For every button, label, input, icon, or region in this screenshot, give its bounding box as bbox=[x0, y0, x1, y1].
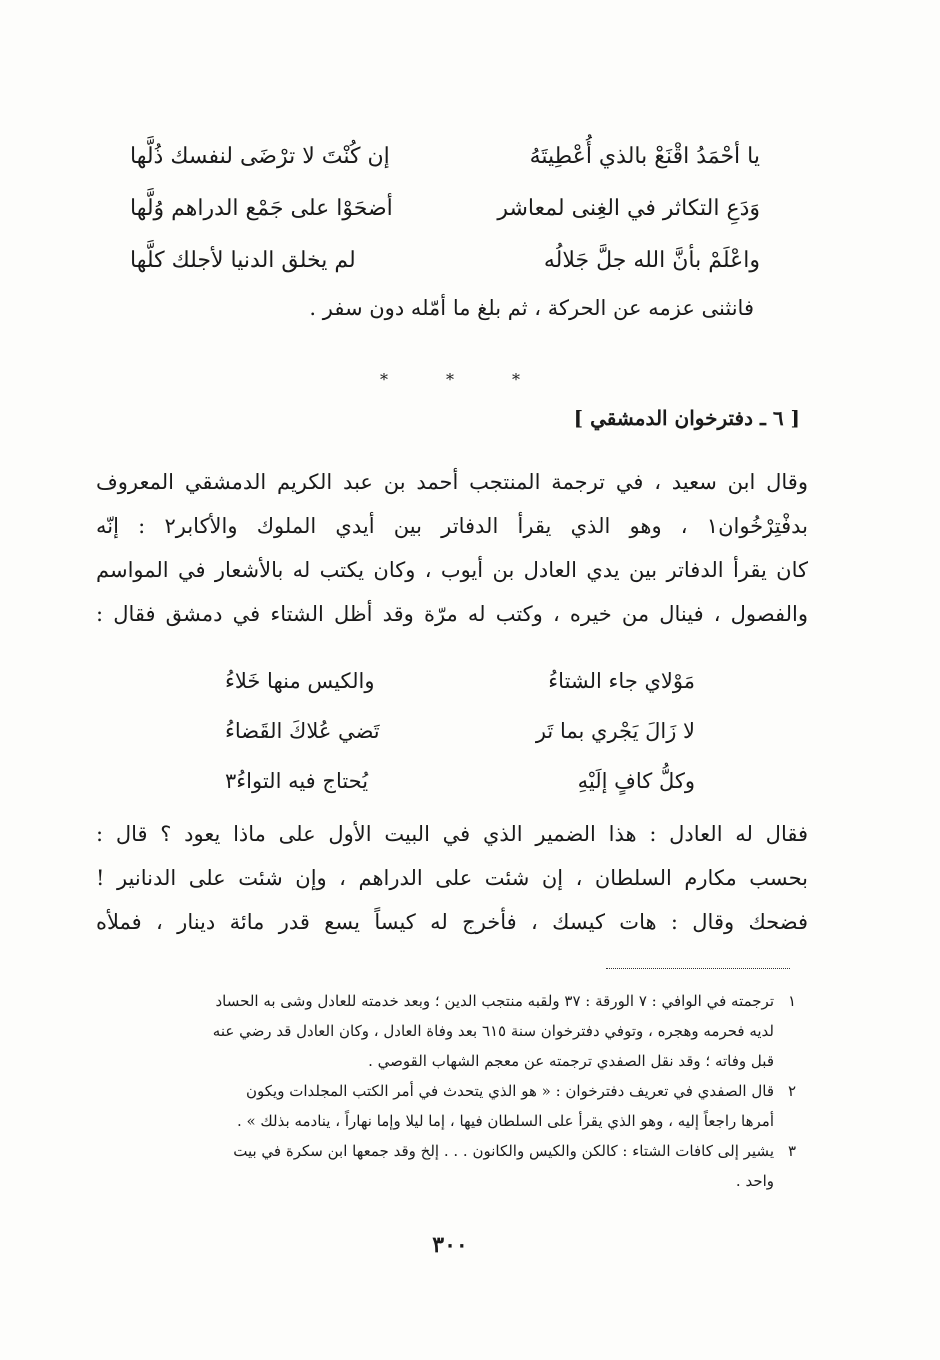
footnote-item bbox=[96, 1136, 796, 1196]
poem-verse bbox=[225, 756, 695, 806]
footnote-line: واحد . bbox=[735, 1172, 774, 1190]
verse-second-hemistich: أضحَوْا على جَمْع الدراهم وُلَّها bbox=[130, 195, 393, 221]
footnote-text bbox=[96, 986, 774, 1076]
verse-second-hemistich: تَضي عُلاكَ القَضاءُ bbox=[225, 719, 380, 743]
body-paragraph-2 bbox=[96, 812, 808, 944]
paragraph-line: فقال له العادل : هذا الضمير الذي في البيت الأول على ماذا يعود ؟ قال : bbox=[96, 822, 808, 846]
poem-block-1 bbox=[130, 130, 760, 286]
divider-star: * bbox=[512, 370, 520, 389]
verse-first-hemistich: واعْلَمْ بأنَّ الله جلَّ جَلالُه bbox=[543, 247, 760, 273]
footnote-line: قال الصفدي في تعريف دفترخوان : « هو الذي يتحدث في أمر الكتب المجلدات ويكون bbox=[246, 1082, 774, 1100]
section-heading: [ ٦ ـ دفترخوان الدمشقي ] bbox=[573, 406, 800, 430]
footnote-line: ترجمته في الوافي : ٧ الورقة : ٣٧ ولقبه منتجب الدين ؛ وبعد خدمته للعادل وشى به الحساد bbox=[215, 992, 774, 1010]
body-paragraph-1 bbox=[96, 460, 808, 636]
divider-star: * bbox=[446, 370, 454, 389]
verse-second-hemistich: إن كُنْتَ لا ترْضَى لنفسك ذُلَّها bbox=[130, 143, 390, 169]
paragraph-line: بحسب مكارم السلطان ، إن شئت على الدراهم ، وإن شئت على الدنانير ! bbox=[96, 866, 808, 890]
poem-verse bbox=[225, 706, 695, 756]
verse-first-hemistich: وَدَعِ التكاثر في الغِنى لمعاشر bbox=[497, 195, 760, 221]
verse-second-hemistich: لم يخلق الدنيا لأجلك كلَّها bbox=[130, 247, 356, 273]
paragraph-line: وقال ابن سعيد ، في ترجمة المنتجب أحمد بن عبد الكريم الدمشقي المعروف bbox=[96, 470, 808, 494]
paragraph-line: والفصول ، فينال من خيره ، وكتب له مرّة وقد أظل الشتاء في دمشق فقال : bbox=[96, 602, 808, 626]
verse-second-hemistich: يُحتاج فيه التواءُ٣ bbox=[225, 769, 369, 793]
poem-verse bbox=[225, 656, 695, 706]
footnote-text bbox=[96, 1136, 774, 1196]
page-number: ٣٠٠ bbox=[432, 1232, 468, 1258]
footnote-number: ٣ bbox=[787, 1142, 796, 1160]
footnote-text bbox=[96, 1076, 774, 1136]
paragraph-line: كان يقرأ الدفاتر بين يدي العادل بن أيوب ، وكان يكتب له بالأشعار في المواسم bbox=[96, 558, 808, 582]
footnotes bbox=[96, 986, 796, 1196]
footnote-number: ١ bbox=[787, 992, 796, 1010]
verse-first-hemistich: وكلُّ كافٍ إلَيْهِ bbox=[577, 769, 695, 793]
footnote-separator bbox=[606, 968, 790, 969]
footnote-line: قبل وفاته ؛ وقد نقل الصفدي ترجمته عن معجم الشهاب القوصي . bbox=[368, 1052, 774, 1070]
section-divider-stars bbox=[380, 370, 520, 389]
footnote-line: يشير إلى كافات الشتاء : كالكن والكيس والكانون . . . إلخ وقد جمعها ابن سكرة في بيت bbox=[233, 1142, 774, 1160]
poem-verse bbox=[130, 234, 760, 286]
prose-closing-line: فانثنى عزمه عن الحركة ، ثم بلغ ما أمّله دون سفر . bbox=[309, 296, 754, 320]
verse-first-hemistich: يا أحْمَدُ اقْنَعْ بالذي أُعْطِيتَهُ bbox=[529, 143, 760, 169]
poem-block-2 bbox=[225, 656, 695, 806]
poem-verse bbox=[130, 182, 760, 234]
paragraph-line: فضحك وقال : هات كيسك ، فأخرج له كيساً يسع قدر مائة دينار ، فملأه bbox=[96, 910, 808, 934]
paragraph-line: بدفْتِرْخُوان١ ، وهو الذي يقرأ الدفاتر بين أيدي الملوك والأكابر٢ : إنّه bbox=[96, 514, 808, 538]
verse-first-hemistich: لا زَالَ يَجْري بما تَر bbox=[535, 719, 695, 743]
footnote-line: أمرها راجعاً إليه ، وهو الذي يقرأ على السلطان فيها ، إما ليلا وإما نهاراً ، ينادمه بذلك » . bbox=[236, 1112, 774, 1130]
footnote-number: ٢ bbox=[787, 1082, 796, 1100]
footnote-item bbox=[96, 1076, 796, 1136]
divider-star: * bbox=[380, 370, 388, 389]
footnote-line: لديه فحرمه وهجره ، وتوفي دفترخوان سنة ٦١٥ بعد وفاة العادل ، وكان العادل قد رضي عنه bbox=[212, 1022, 774, 1040]
verse-first-hemistich: مَوْلاي جاء الشتاءُ bbox=[548, 669, 695, 693]
poem-verse bbox=[130, 130, 760, 182]
verse-second-hemistich: والكيس منها خَلاءُ bbox=[225, 669, 375, 693]
footnote-item bbox=[96, 986, 796, 1076]
